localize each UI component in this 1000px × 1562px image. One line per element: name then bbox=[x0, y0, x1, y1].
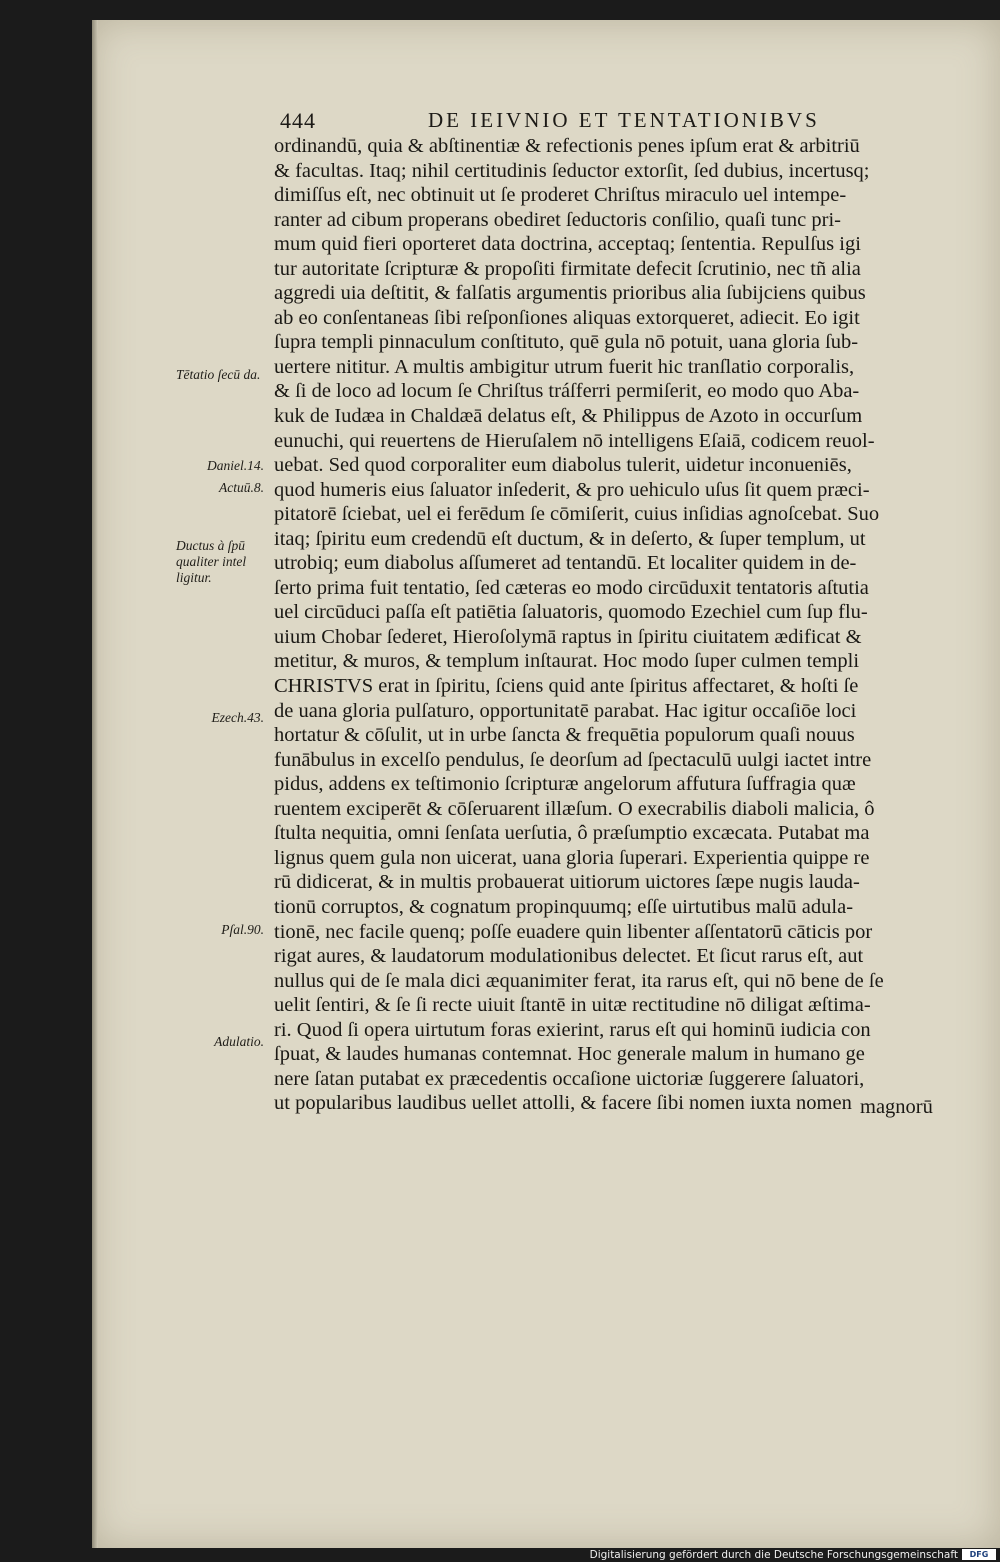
margin-note-adulatio: Adulatio. bbox=[214, 1034, 264, 1049]
text-line: funābulus in excelſo pendulus, ſe deorſum ad ſpectaculū uulgi iactet intre bbox=[274, 748, 872, 771]
text-line: ſpuat, & laudes humanas contemnat. Hoc generale malum in humano ge bbox=[274, 1043, 865, 1066]
text-line: de uana gloria pulſaturo, opportunitatē parabat. Hac igitur occaſiōe loci bbox=[274, 699, 857, 722]
text-line: itaq; ſpiritu eum credendū eſt ductum, & in deſerto, & ſuper templum, ut bbox=[274, 527, 866, 550]
text-line: uium Chobar ſederet, Hieroſolymā raptus in ſpiritu ciuitatem ædificat & bbox=[274, 625, 862, 648]
text-line: kuk de Iudæa in Chaldæā delatus eſt, & Philippus de Azoto in occurſum bbox=[274, 405, 863, 428]
text-line: & ſi de loco ad locum ſe Chriſtus tráſferri permiſerit, eo modo quo Aba- bbox=[274, 380, 860, 403]
margin-note-ezech: Ezech.43. bbox=[211, 710, 264, 725]
text-line: ordinandū, quia & abſtinentiæ & refectionis penes ipſum erat & arbitriū bbox=[274, 135, 860, 157]
page-number: 444 bbox=[280, 108, 316, 133]
text-line: & facultas. Itaq; nihil certitudinis ſeductor extorſit, ſed dubius, incertusq; bbox=[274, 159, 870, 182]
text-line: rigat aures, & laudatorum modulationibus delectet. Et ſicut rarus eſt, aut bbox=[274, 945, 864, 968]
page-edge bbox=[92, 20, 98, 1548]
text-line: ab eo conſentaneas ſibi reſponſiones aliquas extorqueret, adiecit. Eo igit bbox=[274, 306, 860, 329]
text-line: tionū corruptos, & cognatum propinquumq; eſſe uirtutibus malū adula- bbox=[274, 895, 854, 918]
text-line: utrobiq; eum diabolus aſſumeret ad tentandū. Et localiter quidem in de- bbox=[274, 552, 857, 575]
text-line: uel circūduci paſſa eſt patiētia ſaluatoris, quomodo Ezechiel cum ſup flu- bbox=[274, 601, 868, 624]
text-line: ri. Quod ſi opera uirtutum foras exierint, rarus eſt qui hominū iudicia con bbox=[274, 1018, 871, 1041]
text-line: mum quid fieri oporteret data doctrina, acceptaq; ſententia. Repulſus igi bbox=[274, 233, 861, 256]
margin-note-daniel: Daniel.14. bbox=[207, 458, 264, 473]
text-line: lignus quem gula non uicerat, uana gloria ſuperari. Experientia quippe re bbox=[274, 846, 870, 869]
running-head: DE IEIVNIO ET TENTATIONIBVS bbox=[428, 108, 820, 132]
margin-note-actuum: Actuū.8. bbox=[219, 480, 264, 495]
margin-note-ductus: Ductus à ſpū qualiter intel ligitur. bbox=[176, 538, 247, 585]
text-line: pitatorē ſciebat, uel ei ferēdum ſe cōmiſerit, cuius inſidias agnoſcebat. Suo bbox=[274, 503, 880, 526]
text-line: ſtulta nequitia, omni ſenſata uerſutia, ô præſumptio excæcata. Putabat ma bbox=[274, 822, 870, 845]
text-line: tur autoritate ſcripturæ & propoſiti firmitate defecit ſcrutinio, nec tñ alia bbox=[274, 257, 861, 280]
text-line: ruentem exciperēt & cōſeruarent illæſum. O execrabilis diaboli malicia, ô bbox=[274, 797, 875, 820]
text-line: ſupra templi pinnaculum conſtituto, quē gula nō potuit, uana gloria ſub- bbox=[274, 331, 859, 354]
text-line: CHRISTVS erat in ſpiritu, ſciens quid ante ſpiritus affectaret, & hoſti ſe bbox=[274, 675, 859, 698]
text-line: nere ſatan putabat ex præcedentis occaſione uictoriæ ſuggerere ſaluatori, bbox=[274, 1067, 865, 1090]
text-line: uelit ſentiri, & ſe ſi recte uiuit ſtantē in uitæ rectitudine nō diligat æſtima- bbox=[274, 994, 871, 1017]
text-line: uertere nititur. A multis ambigitur utrum fuerit hic tranſlatio corporalis, bbox=[274, 355, 855, 378]
text-line: quod humeris eius ſaluator inſederit, & pro uehiculo uſus ſit quem præci- bbox=[274, 478, 870, 501]
catchword: magnorū bbox=[860, 1096, 933, 1118]
dfg-logo: DFG bbox=[962, 1549, 996, 1560]
body-text bbox=[274, 134, 964, 1116]
text-line: uebat. Sed quod corporaliter eum diabolus tulerit, uidetur inconueniēs, bbox=[274, 454, 852, 477]
text-line: dimiſſus eſt, nec obtinuit ut ſe proderet Chriſtus miraculo uel intempe- bbox=[274, 184, 847, 207]
margin-note-tentatio: Tētatio ſecū da. bbox=[176, 367, 261, 382]
text-line: metitur, & muros, & templum inſtaurat. Hoc modo ſuper culmen templi bbox=[274, 650, 860, 673]
funding-notice: Digitalisierung gefördert durch die Deutsche Forschungsgemeinschaft bbox=[589, 1549, 958, 1561]
text-line: nullus qui de ſe mala dici æquanimiter ferat, ita rarus eſt, qui nō bene de ſe bbox=[274, 969, 884, 992]
text-line: hortatur & cōſulit, ut in urbe ſancta & frequētia populorum quaſi nouus bbox=[274, 724, 855, 747]
text-line: eunuchi, qui reuertens de Hieruſalem nō intelligens Eſaiā, codicem reuol- bbox=[274, 429, 875, 452]
text-line: ut popularibus laudibus uellet attolli, & facere ſibi nomen iuxta nomen bbox=[274, 1092, 852, 1115]
text-line: ſerto prima fuit tentatio, ſed cæteras eo modo circūduxit tentatoris aſtutia bbox=[274, 576, 869, 599]
margin-note-psal: Pſal.90. bbox=[221, 922, 264, 937]
text-line: pidus, addens ex teſtimonio ſcripturæ angelorum affutura ſuffragia quæ bbox=[274, 773, 856, 796]
text-line: rū didicerat, & in multis probauerat uitiorum uictores ſæpe nugis lauda- bbox=[274, 871, 860, 894]
text-line: aggredi uia deſtitit, & falſatis argumentis prioribus alia ſubijciens quibus bbox=[274, 282, 866, 305]
text-line: ranter ad cibum properans obediret ſeductoris conſilio, quaſi tunc pri- bbox=[274, 208, 841, 231]
text-line: tionē, nec facile quenq; poſſe euadere quin libenter aſſentatorū cāticis por bbox=[274, 920, 873, 943]
